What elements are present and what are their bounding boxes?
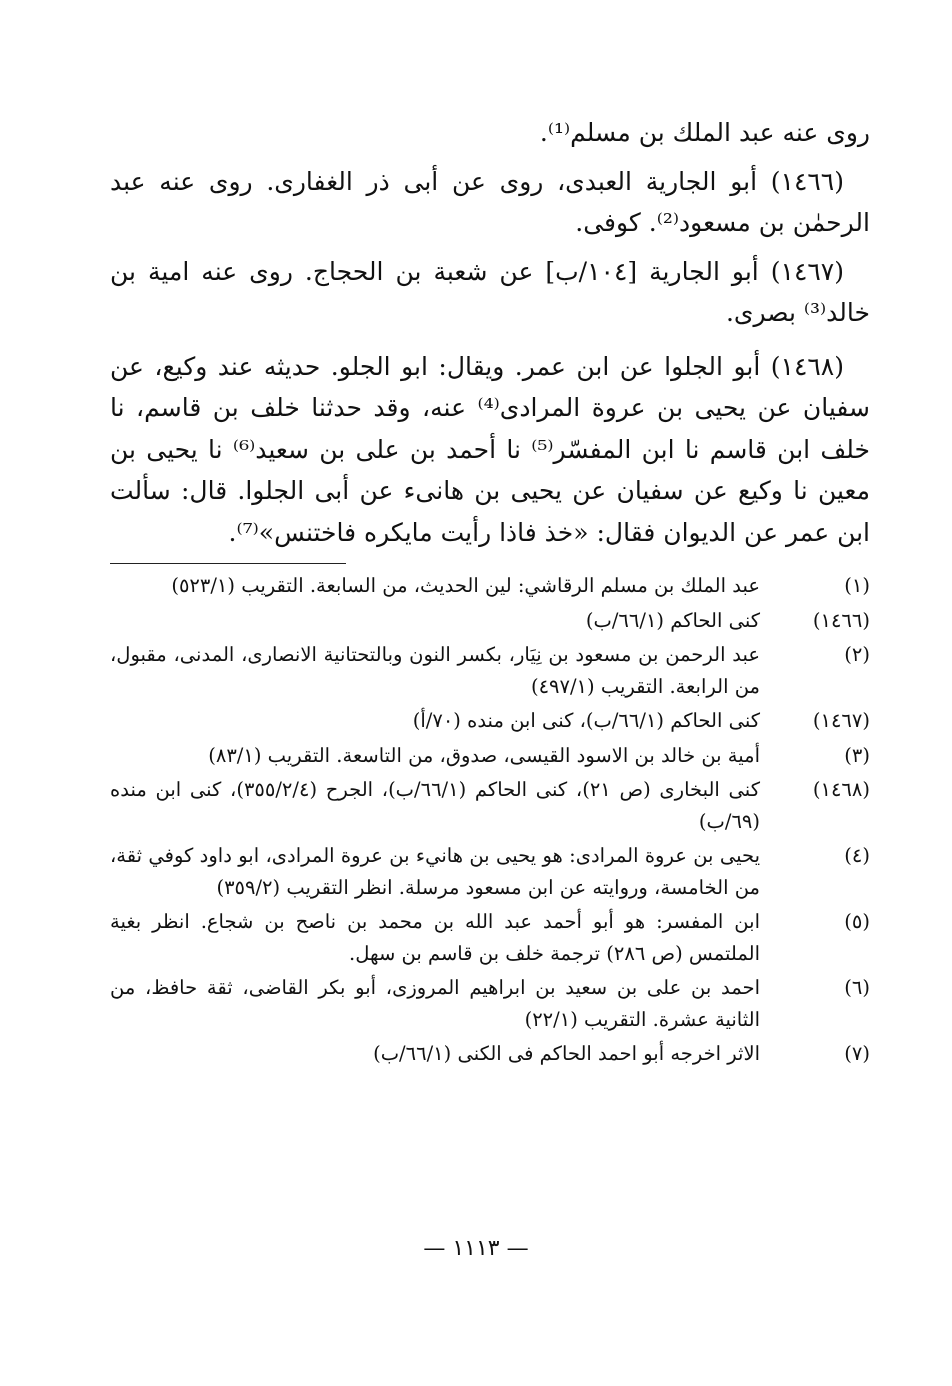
page-number: — ١١١٣ — <box>423 1236 529 1261</box>
footnote-number: (٦) <box>844 976 870 999</box>
footnote-text: كنى البخارى (ص ٢١)، كنى الحاكم (٦٦/١/ب)، الجرح (٣٥٥/٢/٤)، كنى ابن منده (٦٩/ب) <box>110 778 760 833</box>
footnote-item <box>110 570 870 602</box>
footnote-text: عبد الرحمن بن مسعود بن نِيَار، بكسر النون وبالتحتانية الانصارى، المدنى، مقبول، من الرابعة. التقريب (٤٩٧/١) <box>110 643 760 698</box>
footnote-text: احمد بن على بن سعيد بن ابراهيم المروزى، أبو بكر القاضى، ثقة حافظ، من الثانية عشرة. التقريب (٢٢/١) <box>110 976 760 1031</box>
footnotes <box>110 570 870 1070</box>
footnote-item <box>110 639 870 702</box>
footnote-text: أمية بن خالد بن الاسود القيسى، صدوق، من التاسعة. التقريب (٨٣/١) <box>208 743 760 767</box>
footnote-number: (٤) <box>844 844 870 867</box>
footnote-text: كنى الحاكم (٦٦/١/ب) <box>585 608 760 632</box>
footnote-text: يحيى بن عروة المرادى: هو يحيى بن هانيء بن عروة المرادى، ابو داود كوفي ثقة، من الخامسة، وروايته عن ابن مسعود مرسلة. انظر التقريب (٣٥٩/٢) <box>110 844 760 899</box>
footnote-item <box>110 605 870 637</box>
footnote-number: (١) <box>844 574 870 597</box>
entry-1468: (١٤٦٨) أبو الجلوا عن ابن عمر. ويقال: ابو الجلو. حديثه عند وكيع، عن سفيان عن يحيى بن عروة المرادى⁽⁴⁾ عنه، وقد حدثنا خلف بن قاسم، نا خلف ابن قاسم نا ابن المفسّر⁽⁵⁾ نا أحمد بن على بن سعيد⁽⁶⁾ نا يحيى بن معين نا وكيع عن سفيان عن يحيى بن هانىء عن أبى الجلوا. قال: سألت ابن عمر عن الديوان فقال: «خذ فاذا رأيت مايكره فاختنس»⁽⁷⁾. <box>110 351 870 547</box>
footnote-number: (٢) <box>844 643 870 666</box>
footnote-item <box>110 705 870 737</box>
footnote-divider <box>110 563 346 564</box>
footnote-item <box>110 972 870 1035</box>
footnote-number: (١٤٦٨) <box>812 778 870 801</box>
footnote-item <box>110 740 870 772</box>
page-body <box>110 112 870 1070</box>
entry-1466: (١٤٦٦) أبو الجارية العبدى، روى عن أبى ذر الغفارى. روى عنه عبد الرحمٰن بن مسعود⁽²⁾. كوفى. <box>110 166 870 237</box>
footnote-item <box>110 1038 870 1070</box>
footnote-number: (١٤٦٧) <box>812 709 870 732</box>
footnote-number: (٥) <box>844 910 870 933</box>
footnote-text: الاثر اخرجه أبو احمد الحاكم فى الكنى (٦٦/١/ب) <box>373 1042 760 1065</box>
footnote-item <box>110 840 870 903</box>
footnote-number: (١٤٦٦) <box>812 608 870 632</box>
footnote-text: ابن المفسر: هو أبو أحمد عبد الله بن محمد بن ناصح بن شجاع. انظر بغية الملتمس (ص ٢٨٦) ترجمة خلف بن قاسم بن سهل. <box>110 910 760 965</box>
footnote-text: عبد الملك بن مسلم الرقاشي: لين الحديث، من السابعة. التقريب (٥٢٣/١) <box>171 574 760 597</box>
footnote-item <box>110 774 870 837</box>
paragraph-continuation: روى عنه عبد الملك بن مسلم⁽¹⁾. <box>539 118 870 147</box>
entry-1467: (١٤٦٧) أبو الجارية [١٠٤/ب] عن شعبة بن الحجاج. روى عنه امية بن خالد⁽³⁾ بصرى. <box>110 256 870 327</box>
footnote-text: كنى الحاكم (٦٦/١/ب)، كنى ابن منده (٧٠/أ) <box>412 709 760 732</box>
footnote-number: (٧) <box>844 1042 870 1065</box>
main-text <box>110 112 870 553</box>
footnote-item <box>110 906 870 969</box>
footnote-number: (٣) <box>844 743 870 767</box>
